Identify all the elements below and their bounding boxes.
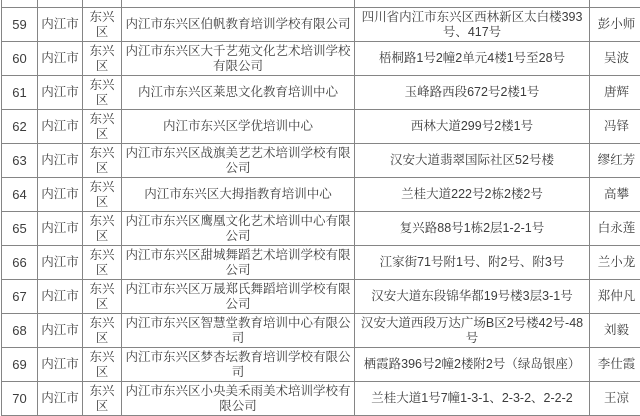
table-screenshot [1, 0, 640, 416]
seq-cell: 68 [2, 314, 38, 348]
name-cell: 内江市东兴区大千艺苑文化艺术培训学校有限公司 [122, 42, 355, 76]
city-cell: 内江市 [38, 314, 83, 348]
contact-cell: 刘毅 [590, 314, 640, 348]
city-cell: 内江市 [38, 42, 83, 76]
table-row [2, 110, 640, 144]
table-row [2, 314, 640, 348]
table-row [2, 178, 640, 212]
district-cell: 东兴区 [83, 382, 122, 416]
city-cell: 内江市 [38, 8, 83, 42]
city-cell: 内江市 [38, 76, 83, 110]
seq-cell: 61 [2, 76, 38, 110]
address-cell: 梧桐路1号2幢2单元4楼1号至28号 [355, 42, 590, 76]
district-cell: 东兴区 [83, 246, 122, 280]
seq-cell: 59 [2, 8, 38, 42]
seq-cell: 60 [2, 42, 38, 76]
address-cell: 汉安大道翡翠国际社区52号楼 [355, 144, 590, 178]
address-cell: 兰桂大道1号7幢1-3-1、2-3-2、2-2-2 [355, 382, 590, 416]
contact-cell: 唐辉 [590, 76, 640, 110]
name-cell: 内江市东兴区大拇指教育培训中心 [122, 178, 355, 212]
table-row [2, 212, 640, 246]
seq-cell: 70 [2, 382, 38, 416]
address-cell: 四川省内江市东兴区西林新区太白楼393号、417号 [355, 8, 590, 42]
contact-cell: 吴波 [590, 42, 640, 76]
city-cell: 内江市 [38, 212, 83, 246]
seq-cell: 62 [2, 110, 38, 144]
district-cell: 东兴区 [83, 280, 122, 314]
address-cell: 汉安大道东段锦华都19号楼3层3-1号 [355, 280, 590, 314]
seq-cell: 64 [2, 178, 38, 212]
district-cell: 东兴区 [83, 314, 122, 348]
name-cell: 内江市东兴区伯帆教育培训学校有限公司 [122, 8, 355, 42]
address-cell: 玉峰路西段672号2楼1号 [355, 76, 590, 110]
institutions-table [1, 0, 640, 416]
contact-cell: 彭小师 [590, 8, 640, 42]
name-cell: 内江市东兴区学优培训中心 [122, 110, 355, 144]
district-cell-partial [83, 0, 122, 8]
address-cell: 复兴路88号1栋2层1-2-1号 [355, 212, 590, 246]
table-row [2, 280, 640, 314]
name-cell: 内江市东兴区小央美禾雨美术培训学校有限公司 [122, 382, 355, 416]
district-cell: 东兴区 [83, 144, 122, 178]
district-cell: 东兴区 [83, 178, 122, 212]
seq-cell: 66 [2, 246, 38, 280]
city-cell: 内江市 [38, 382, 83, 416]
table-row [2, 42, 640, 76]
name-cell: 内江市东兴区梦杏坛教育培训学校有限公司 [122, 348, 355, 382]
table-row [2, 76, 640, 110]
contact-cell: 郑仲凡 [590, 280, 640, 314]
city-cell: 内江市 [38, 110, 83, 144]
district-cell: 东兴区 [83, 348, 122, 382]
city-cell: 内江市 [38, 178, 83, 212]
address-cell: 兰桂大道222号2栋2楼2号 [355, 178, 590, 212]
name-cell: 内江市东兴区智慧堂教育培训中心有限公司 [122, 314, 355, 348]
district-cell: 东兴区 [83, 110, 122, 144]
contact-cell: 白永莲 [590, 212, 640, 246]
partial-row-top [2, 0, 640, 8]
city-cell: 内江市 [38, 246, 83, 280]
seq-cell: 65 [2, 212, 38, 246]
district-cell: 东兴区 [83, 76, 122, 110]
table-row [2, 8, 640, 42]
city-cell: 内江市 [38, 280, 83, 314]
address-cell-partial [355, 0, 590, 8]
address-cell: 江家街71号附1号、附2号、附3号 [355, 246, 590, 280]
seq-cell: 67 [2, 280, 38, 314]
district-cell: 东兴区 [83, 212, 122, 246]
address-cell: 汉安大道西段万达广场B区2号楼42号-48号 [355, 314, 590, 348]
seq-cell: 63 [2, 144, 38, 178]
contact-cell: 高攀 [590, 178, 640, 212]
table-row [2, 246, 640, 280]
name-cell: 内江市东兴区莱思文化教育培训中心 [122, 76, 355, 110]
address-cell: 栖霞路396号2幢2楼附2号（绿岛银座） [355, 348, 590, 382]
address-cell: 西林大道299号2楼1号 [355, 110, 590, 144]
table-row [2, 382, 640, 416]
city-cell-partial [38, 0, 83, 8]
seq-cell-partial [2, 0, 38, 8]
contact-cell: 李仕霞 [590, 348, 640, 382]
contact-cell: 缪红芳 [590, 144, 640, 178]
contact-cell: 兰小龙 [590, 246, 640, 280]
contact-cell-partial [590, 0, 640, 8]
name-cell: 内江市东兴区万晟郑氏舞蹈培训学校有限公司 [122, 280, 355, 314]
name-cell: 内江市东兴区鹰凰文化艺术培训中心有限公司 [122, 212, 355, 246]
city-cell: 内江市 [38, 348, 83, 382]
city-cell: 内江市 [38, 144, 83, 178]
district-cell: 东兴区 [83, 8, 122, 42]
table-body [2, 0, 640, 416]
contact-cell: 王凉 [590, 382, 640, 416]
contact-cell: 冯铎 [590, 110, 640, 144]
seq-cell: 69 [2, 348, 38, 382]
table-row [2, 144, 640, 178]
name-cell: 内江市东兴区战旗美艺艺术培训学校有限公司 [122, 144, 355, 178]
name-cell-partial [122, 0, 355, 8]
name-cell: 内江市东兴区甜城舞蹈艺术培训学校有限公司 [122, 246, 355, 280]
district-cell: 东兴区 [83, 42, 122, 76]
table-row [2, 348, 640, 382]
